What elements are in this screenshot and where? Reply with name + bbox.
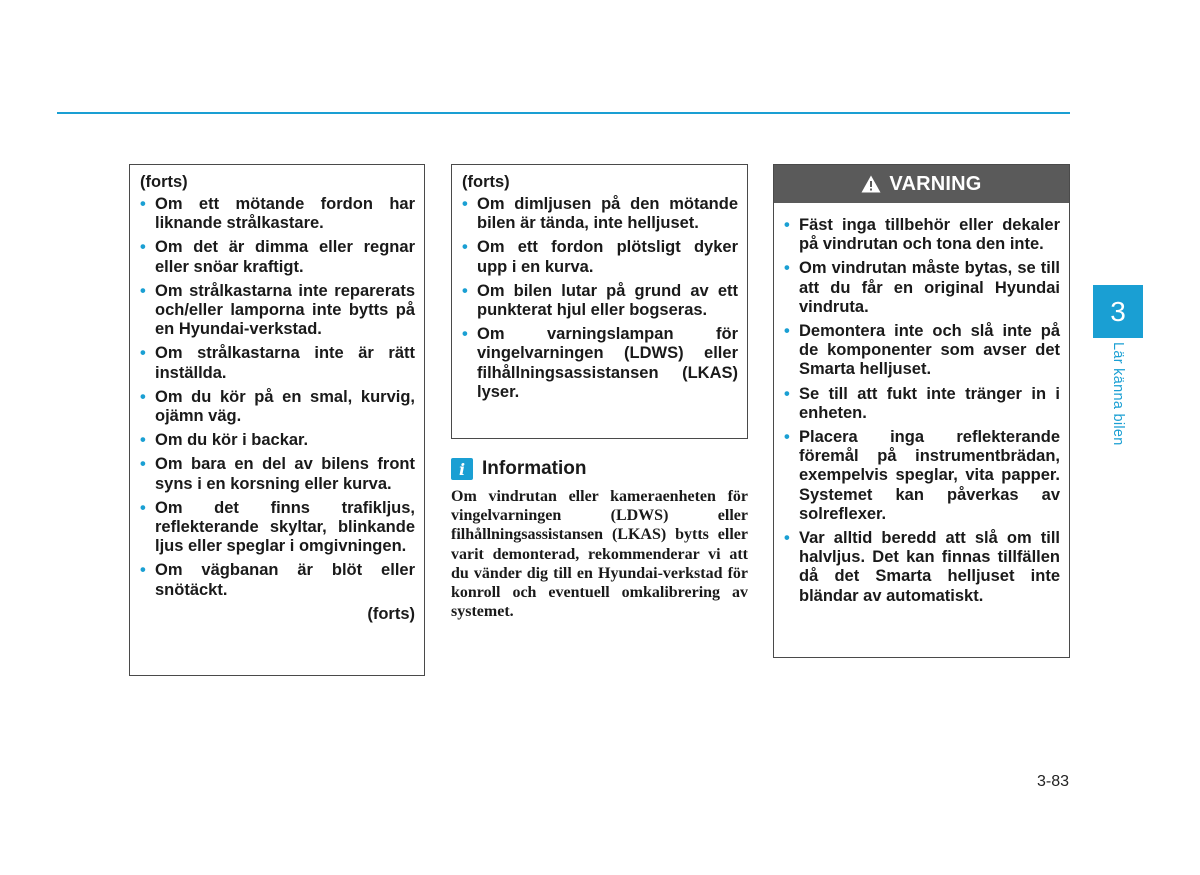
page-number: 3-83 bbox=[1036, 773, 1069, 790]
bullet-icon: • bbox=[462, 281, 468, 300]
bullet-icon: • bbox=[462, 238, 468, 257]
continued-label-top: (forts) bbox=[140, 173, 188, 191]
information-title: Information bbox=[482, 458, 587, 479]
list-item: • Om ett mötande fordon har liknande strålkastare. bbox=[140, 195, 415, 233]
continued-conditions-box-2 bbox=[451, 164, 748, 439]
continued-label-top: (forts) bbox=[462, 173, 510, 191]
bullet-icon: • bbox=[784, 428, 790, 447]
bullet-icon: • bbox=[462, 325, 468, 344]
list-item: • Om vägbanan är blöt eller snötäckt. bbox=[140, 561, 415, 599]
bullet-icon: • bbox=[784, 322, 790, 341]
chapter-tab: 3 bbox=[1093, 285, 1143, 338]
bullet-icon: • bbox=[140, 561, 146, 580]
bullet-icon: • bbox=[140, 281, 146, 300]
bullet-icon: • bbox=[784, 216, 790, 234]
bullet-icon: • bbox=[140, 431, 146, 450]
bullet-icon: • bbox=[140, 387, 146, 406]
conditions-list-2 bbox=[462, 195, 738, 402]
list-item: • Om ett fordon plötsligt dyker upp i en kurva. bbox=[462, 238, 738, 276]
warning-header bbox=[774, 165, 1069, 203]
information-heading bbox=[451, 458, 587, 480]
header-rule bbox=[57, 112, 1070, 114]
continued-label-bottom: (forts) bbox=[367, 604, 415, 623]
list-item: • Om strålkastarna inte är rätt inställda. bbox=[140, 344, 415, 382]
warning-body bbox=[774, 203, 1069, 606]
bullet-icon: • bbox=[140, 195, 146, 213]
bullet-icon: • bbox=[140, 238, 146, 257]
conditions-list-1 bbox=[140, 195, 415, 600]
list-item: • Om vindrutan måste bytas, se till att du får en original Hyundai vindruta. bbox=[784, 259, 1060, 316]
list-item: • Om du kör i backar. bbox=[140, 431, 309, 450]
chapter-label: Lär känna bilen bbox=[1110, 342, 1126, 446]
list-item: • Se till att fukt inte tränger in i enheten. bbox=[784, 384, 1060, 422]
warning-box bbox=[773, 164, 1070, 658]
warning-list bbox=[784, 216, 1060, 606]
warning-title: VARNING bbox=[889, 172, 982, 195]
list-item: • Om bilen lutar på grund av ett punkterat hjul eller bogseras. bbox=[462, 281, 738, 320]
list-item: • Om dimljusen på den mötande bilen är tända, inte helljuset. bbox=[462, 195, 738, 233]
list-item: • Om strålkastarna inte reparerats och/eller lamporna inte bytts på en Hyundai-verkstad. bbox=[140, 281, 415, 339]
bullet-icon: • bbox=[784, 384, 790, 403]
list-item: • Om det finns trafikljus, reflekterande skyltar, blinkande ljus eller speglar i omgivningen. bbox=[140, 498, 415, 556]
list-item: • Om varningslampan för vingelvarningen (LDWS) eller filhållningsassistansen (LKAS) lyser. bbox=[462, 325, 738, 401]
list-item: • Placera inga reflekterande föremål på instrumentbrädan, exempelvis speglar, vita papper. Systemet kan påverkas av solreflexer. bbox=[784, 428, 1060, 523]
continued-conditions-box-1 bbox=[129, 164, 425, 676]
bullet-icon: • bbox=[140, 344, 146, 363]
list-item: • Demontera inte och slå inte på de komponenter som avser det Smarta helljuset. bbox=[784, 322, 1060, 379]
bullet-icon: • bbox=[784, 529, 790, 548]
list-item: • Fäst inga tillbehör eller dekaler på vindrutan och tona den inte. bbox=[784, 216, 1060, 254]
bullet-icon: • bbox=[140, 498, 146, 517]
list-item: • Om du kör på en smal, kurvig, ojämn väg. bbox=[140, 387, 415, 426]
list-item: • Om det är dimma eller regnar eller snöar kraftigt. bbox=[140, 238, 415, 276]
warning-triangle-icon bbox=[861, 175, 881, 193]
bullet-icon: • bbox=[140, 455, 146, 474]
list-item: • Om bara en del av bilens front syns i en korsning eller kurva. bbox=[140, 455, 415, 493]
bullet-icon: • bbox=[462, 195, 468, 213]
list-item: • Var alltid beredd att slå om till halvljus. Det kan finnas tillfällen då det Smarta helljuset inte bländar av automatiskt. bbox=[784, 529, 1060, 605]
bullet-icon: • bbox=[784, 259, 790, 278]
information-text: Om vindrutan eller kameraenheten för vingelvarningen (LDWS) eller filhållningsassistansen (LKAS) bytts eller varit demonterad, rekommenderar vi att du vänder dig till en Hyundai-verkstad för konroll och eventuell omkalibrering av systemet. bbox=[451, 488, 748, 621]
info-icon: i bbox=[451, 458, 473, 480]
